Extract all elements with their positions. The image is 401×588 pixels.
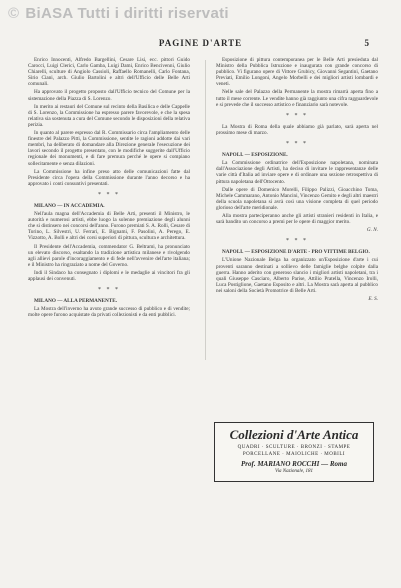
ad-dealer-name: Prof. MARIANO ROCCHI — Roma xyxy=(241,460,347,468)
section-separator: * * * xyxy=(286,141,308,148)
advertisement-box xyxy=(214,422,374,482)
section-paragraph xyxy=(216,249,378,255)
paragraph: La Commissione ha infine preso atto delle comunicazioni fatte dal Presidente circa l'opera della Commissione durante l'anno decorso e ha approvato i conti consuntivi presentati. xyxy=(28,168,190,187)
ad-line: PORCELLANE · MAIOLICHE · MOBILI xyxy=(242,452,346,457)
section-separator: * * * xyxy=(286,112,308,119)
paragraph: Il Presidente dell'Accademia, commendator G. Beltrami, ha pronunciato un elevato discorso, esaltando la tradizione artistica milanese e rivolgendo agli allievi parole d'incoraggiamento e di fede nell'avvenire dell'arte italiana; e il Ministro ha ringraziato a nome del Governo. xyxy=(28,243,190,268)
paragraph: La Mostra dell'inverno ha avuto grande successo di pubblico e di vendite; molte opere furono acquistate da privati collezionisti e da enti pubblici. xyxy=(28,306,190,319)
right-column xyxy=(216,57,378,417)
ad-title: Collezioni d'Arte Antica xyxy=(229,427,359,442)
author-signature: E. S. xyxy=(368,296,378,302)
paragraph: Dalle opere di Domenico Morelli, Filippo Palizzi, Gioacchino Toma, Michele Cammarano, Antonio Mancini, Vincenzo Gemito e degli altri maestri della scuola napoletana si avrà così una visione completa di quel periodo glorioso dell'arte meridionale. xyxy=(216,186,378,211)
author-signature: G. N. xyxy=(366,227,378,234)
paragraph: Nelle sale del Palazzo della Permanente la mostra rimarrà aperta fino a tutto il mese corrente. Le vendite hanno già raggiunto una cifra ragguardevole e si prevede che il successo artistico e finanziario sarà notevole. xyxy=(216,89,378,108)
section-title: NAPOLI. — ESPOSIZIONE D'ARTE - PRO VITTIME BELGIO. xyxy=(222,249,370,256)
paragraph: Ha approvato il progetto proposto dall'Ufficio tecnico del Comune per la sistemazione della Piazza di S. Lorenzo. xyxy=(28,89,190,102)
paragraph: Enrico Innocenti, Alfredo Bargellini, Cesare Lisi, ecc. pittori Guido Carocci, Luigi Clerici, Carlo Gamba, Luigi Dami, Enrico Bencivenni, Giulio Chiarelli, sculture di Angiolo Cassioli, Raffaello Romanelli, Carlo Fontana, Sirio Ciani, arch. Giulio Bartolini e altri dell'Ufficio delle Belle Arti comunali. xyxy=(28,57,190,88)
section-title: MILANO — ALLA PERMANENTE. xyxy=(34,298,118,305)
paragraph: Esposizione di pittura contemporanea per le Belle Arti presieduta dal Ministro della Pubblica Istruzione e inaugurata con grande concorso di pubblico. Vi figurano opere di Vittore Grubicy, Giovanni Segantini, Gaetano Previati, Emilio Longoni, Angelo Morbelli e dei migliori artisti lombardi e veneti. xyxy=(216,57,378,88)
section-title: MILANO — IN ACCADEMIA. xyxy=(34,202,105,209)
section-separator: * * * xyxy=(98,191,120,198)
copyright-icon: © xyxy=(8,4,20,22)
ad-line: QUADRI · SCULTURE · BRONZI · STAMPE xyxy=(237,445,351,450)
section-separator: * * * xyxy=(98,287,120,294)
running-title: PAGINE D'ARTE xyxy=(158,38,243,48)
paragraph: In quanto al parere espresso dal R. Commissario circa l'ampliamento delle finestre del Palazzo Pitti, la Commissione, sentite le ragioni addotte dai vari membri, ha deliberato di domandare alla Direzione generale l'esecuzione dei lavori secondo il progetto presentato, con le modifiche suggerite dall'Ufficio regionale dei monumenti, e di fare premura perché le opere si compiano sollecitamente e senza dilazioni. xyxy=(28,130,190,167)
paragraph: La Mostra di Roma della quale abbiamo già parlato, sarà aperta nel prossimo mese di marzo. xyxy=(216,123,378,136)
left-column xyxy=(28,57,190,577)
section-paragraph xyxy=(28,298,190,304)
paragraph: La Commissione ordinatrice dell'Esposizione napoletana, nominata dall'Associazione degli Artisti, ha deciso di invitare le rappresentanze delle varie città d'Italia ad inviare opere e di ordinare una sezione retrospettiva di pittura napoletana dell'Ottocento. xyxy=(216,160,378,185)
section-paragraph xyxy=(28,203,190,209)
paragraph: Nell'aula magna dell'Accademia di Belle Arti, presenti il Ministro, le autorità e numerosi artisti, ebbe luogo la solenne premiazione degli alunni che si distinsero nei concorsi dell'anno. Furono premiati S. A. Rolli, Cesare di Torino, L. Silvestri, U. Ferrari, E. Bignami, F. Pasolini, A. Perego, E. Vizzotto, A. Bolli e altri dei corsi superiori di pittura, scultura e architettura. xyxy=(28,211,190,242)
page-number: 5 xyxy=(364,38,369,48)
watermark xyxy=(8,3,229,23)
section-paragraph xyxy=(216,152,378,158)
column-divider xyxy=(205,60,206,360)
page-header xyxy=(0,38,401,52)
ad-address: Via Nazionale, 181 xyxy=(274,469,314,474)
watermark-text: BiASA Tutti i diritti riservati xyxy=(25,4,229,22)
section-title: NAPOLI. — ESPOSIZIONE. xyxy=(222,152,288,159)
paragraph: L'Unione Nazionale Belga ha organizzato un'Esposizione d'arte i cui proventi saranno destinati a sollievo delle famiglie belghe colpite dalla guerra. Hanno aderito con generoso slancio i migliori artisti napoletani, tra i quali Giuseppe Casciaro, Alberto Parise, Attilio Pratella, Vincenzo Irolli, Luca Postiglione, Gaetano Esposito e altri. La Mostra sarà aperta al pubblico nei saloni della Società Promotrice di Belle Arti. xyxy=(216,257,378,294)
paragraph: Alla mostra parteciperanno anche gli artisti stranieri residenti in Italia, e sarà bandito un concorso a premi per le opere di maggior merito. xyxy=(216,212,378,226)
section-separator: * * * xyxy=(286,238,308,245)
paragraph: In merito ai restauri del Comune sul recinto della Basilica e delle Cappelle di S. Lorenzo, la Commissione ha espresso parere favorevole, e che la spesa relativa sia sostenuta a cura del Comune secondo le disposizioni della relativa perizia. xyxy=(28,103,190,128)
paragraph: Indi il Sindaco ha consegnato i diplomi e le medaglie ai vincitori fra gli applausi dei convenuti. xyxy=(28,269,190,282)
